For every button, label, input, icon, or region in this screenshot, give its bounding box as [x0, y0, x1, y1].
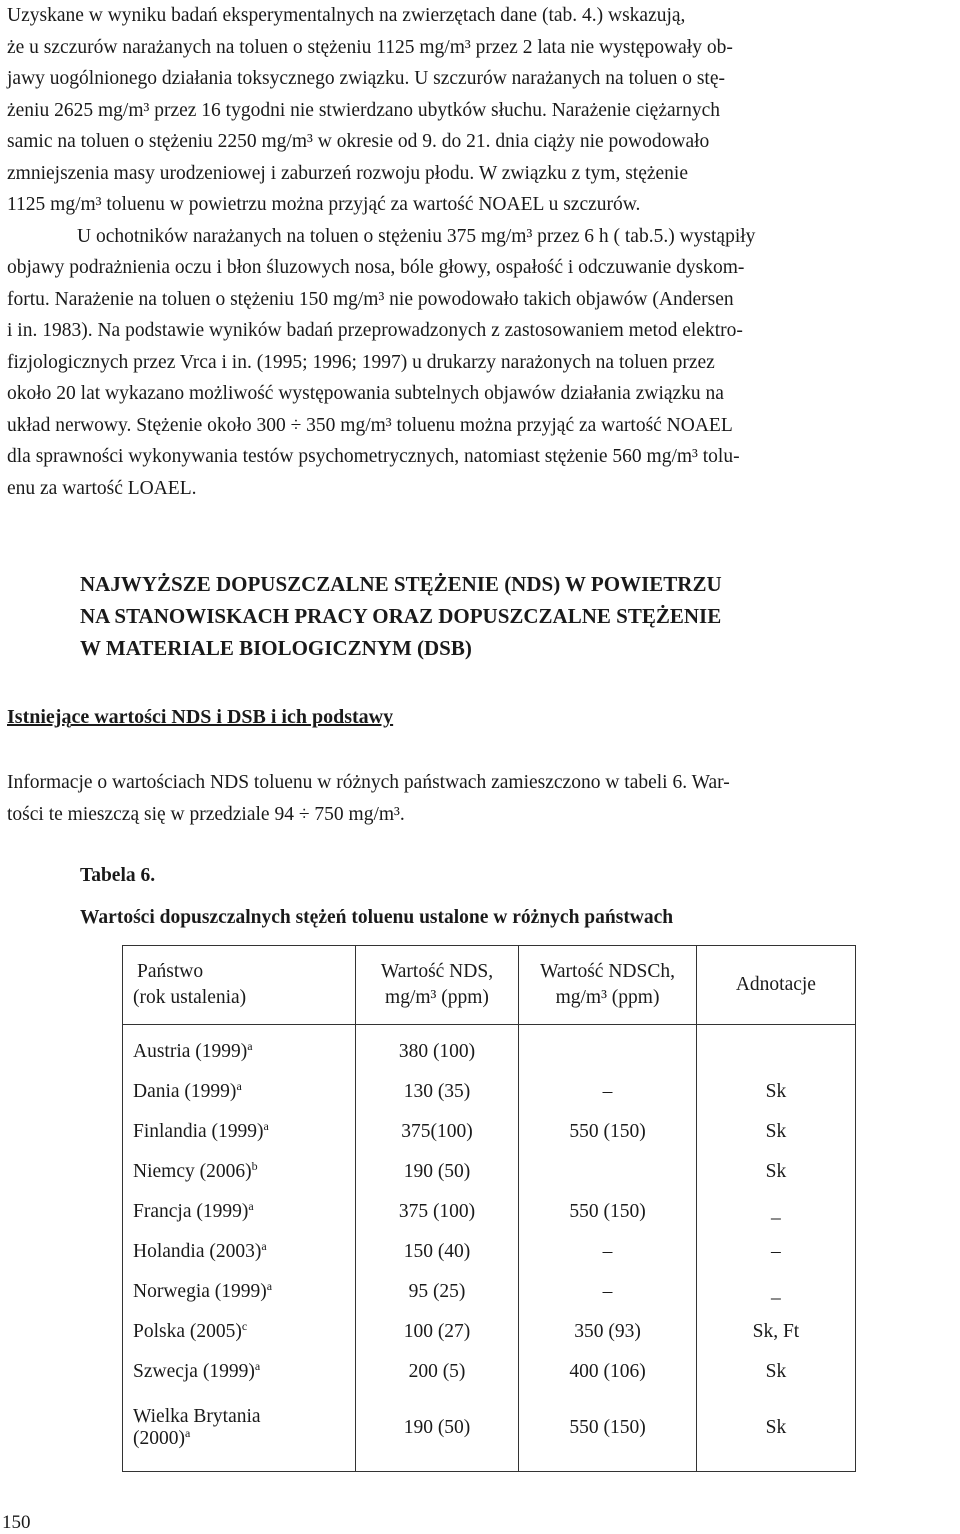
- cell-nds: 375 (100): [355, 1192, 519, 1232]
- page-number: 150: [2, 1512, 31, 1533]
- text-line: około 20 lat wykazano możliwość występowania subtelnych objawów działania związku na: [7, 383, 724, 404]
- header-text: mg/m³ (ppm): [555, 987, 660, 1008]
- cell-country: [123, 1232, 356, 1272]
- cell-ndsch: [519, 1152, 697, 1192]
- header-notes: Adnotacje: [696, 946, 855, 1025]
- cell-ndsch: 550 (150): [519, 1112, 697, 1152]
- cell-country: [123, 1312, 356, 1352]
- footnote-mark: a: [263, 1119, 269, 1133]
- cell-ndsch: –: [519, 1072, 697, 1112]
- table-row: [123, 1112, 856, 1152]
- footnote-mark: a: [266, 1279, 273, 1293]
- text-line: U ochotników narażanych na toluen o stężeniu 375 mg/m³ przez 6 h ( tab.5.) wystąpiły: [77, 225, 756, 247]
- cell-notes: _: [696, 1192, 855, 1232]
- footnote-mark: a: [236, 1079, 242, 1093]
- cell-ndsch: –: [519, 1232, 697, 1272]
- header-text: mg/m³ (ppm): [385, 987, 489, 1008]
- text-line: fortu. Narażenie na toluen o stężeniu 150 mg/m³ nie powodowało takich objawów (Andersen: [7, 288, 734, 310]
- country-name: Wielka Brytania: [133, 1406, 261, 1427]
- text-line: i in. 1983). Na podstawie wyników badań przeprowadzonych z zastosowaniem metod elektro-: [7, 320, 743, 341]
- country-name: Francja (1999): [133, 1201, 249, 1222]
- header-text: Wartość NDS,: [380, 961, 494, 982]
- header-country: [123, 946, 356, 1025]
- header-text: Państwo: [137, 961, 204, 982]
- footnote-mark: a: [185, 1426, 191, 1440]
- footnote-mark: b: [251, 1159, 258, 1173]
- country-name: Finlandia (1999): [133, 1121, 264, 1142]
- cell-nds: 130 (35): [355, 1072, 519, 1112]
- paragraph-nds-info: [7, 767, 955, 830]
- cell-notes: Sk: [696, 1072, 855, 1112]
- cell-nds: 190 (50): [355, 1152, 519, 1192]
- paragraph-toxicology: [7, 0, 955, 504]
- country-name: Niemcy (2006): [133, 1161, 252, 1182]
- table-header-row: [123, 946, 856, 1025]
- cell-country: [123, 1272, 356, 1312]
- cell-ndsch: 550 (150): [519, 1192, 697, 1232]
- table-row: [123, 1232, 856, 1272]
- cell-notes: Sk, Ft: [696, 1312, 855, 1352]
- text-line: samic na toluen o stężeniu 2250 mg/m³ w okresie od 9. do 21. dnia ciąży nie powodowało: [7, 131, 710, 152]
- cell-nds: 150 (40): [355, 1232, 519, 1272]
- cell-nds: 100 (27): [355, 1312, 519, 1352]
- text-line: enu za wartość LOAEL.: [7, 477, 197, 499]
- cell-ndsch: –: [519, 1272, 697, 1312]
- subsection-heading: Istniejące wartości NDS i DSB i ich podstawy: [7, 706, 394, 728]
- cell-notes: _: [696, 1272, 855, 1312]
- footnote-mark: a: [248, 1199, 254, 1213]
- heading-line: NAJWYŻSZE DOPUSZCZALNE STĘŻENIE (NDS) W POWIETRZU: [80, 572, 722, 596]
- cell-notes: Sk: [696, 1392, 855, 1472]
- cell-country: [123, 1112, 356, 1152]
- cell-country: [123, 1192, 356, 1232]
- cell-country: [123, 1072, 356, 1112]
- footnote-mark: a: [261, 1239, 267, 1253]
- text-line: objawy podrażnienia oczu i błon śluzowych nosa, bóle głowy, ospałość i odczuwanie dyskom-: [7, 257, 745, 278]
- table-row: [123, 1025, 856, 1073]
- text-line: fizjologicznych przez Vrca i in. (1995; 1996; 1997) u drukarzy narażonych na toluen przez: [7, 351, 715, 373]
- table-row: [123, 1312, 856, 1352]
- cell-notes: [696, 1025, 855, 1073]
- text-line: że u szczurów narażanych na toluen o stężeniu 1125 mg/m³ przez 2 lata nie występowały ob-: [7, 36, 733, 58]
- header-ndsch: [519, 946, 697, 1025]
- country-name: Dania (1999): [133, 1081, 237, 1102]
- heading-line: W MATERIALE BIOLOGICZNYM (DSB): [80, 636, 472, 660]
- table-row: [123, 1152, 856, 1192]
- nds-table: [122, 945, 856, 1472]
- country-name: Polska (2005): [133, 1321, 242, 1342]
- table-label: Tabela 6.: [80, 865, 156, 886]
- header-text: Wartość NDSCh,: [540, 961, 675, 982]
- country-name: Holandia (2003): [133, 1241, 262, 1262]
- text-line: Uzyskane w wyniku badań eksperymentalnych na zwierzętach dane (tab. 4.) wskazują,: [7, 5, 686, 26]
- cell-nds: 200 (5): [355, 1352, 519, 1392]
- section-heading: [80, 568, 940, 664]
- cell-ndsch: [519, 1025, 697, 1073]
- cell-ndsch: 550 (150): [519, 1392, 697, 1472]
- cell-nds: 375(100): [355, 1112, 519, 1152]
- country-year: [133, 1428, 354, 1450]
- cell-country: [123, 1352, 356, 1392]
- table-row: [123, 1072, 856, 1112]
- table-row: [123, 1352, 856, 1392]
- cell-notes: Sk: [696, 1152, 855, 1192]
- cell-country: [123, 1025, 356, 1073]
- text-line: Informacje o wartościach NDS toluenu w różnych państwach zamieszczono w tabeli 6. War-: [7, 772, 730, 793]
- country-name: Austria (1999): [133, 1041, 248, 1062]
- text-line: 1125 mg/m³ toluenu w powietrzu można przyjąć za wartość NOAEL u szczurów.: [7, 194, 641, 215]
- text-line: układ nerwowy. Stężenie około 300 ÷ 350 mg/m³ toluenu można przyjąć za wartość NOAEL: [7, 414, 733, 436]
- heading-line: NA STANOWISKACH PRACY ORAZ DOPUSZCZALNE STĘŻENIE: [80, 604, 722, 628]
- text-line: tości te mieszczą się w przedziale 94 ÷ 750 mg/m³.: [7, 803, 405, 825]
- cell-notes: –: [696, 1232, 855, 1272]
- footnote-mark: a: [247, 1039, 253, 1053]
- text-line: jawy uogólnionego działania toksycznego związku. U szczurów narażanych na toluen o stę-: [7, 68, 725, 89]
- header-nds: [355, 946, 519, 1025]
- table-row: [123, 1392, 856, 1472]
- cell-country: [123, 1152, 356, 1192]
- country-name: Szwecja (1999): [133, 1361, 255, 1382]
- footnote-mark: c: [241, 1319, 248, 1333]
- footnote-mark: a: [254, 1359, 261, 1373]
- cell-nds: 380 (100): [355, 1025, 519, 1073]
- text-line: żeniu 2625 mg/m³ przez 16 tygodni nie stwierdzano ubytków słuchu. Narażenie ciężarnych: [7, 99, 721, 121]
- cell-nds: 95 (25): [355, 1272, 519, 1312]
- cell-notes: Sk: [696, 1112, 855, 1152]
- table-row: [123, 1272, 856, 1312]
- table-row: [123, 1192, 856, 1232]
- country-name: Norwegia (1999): [133, 1281, 267, 1302]
- cell-country: [123, 1392, 356, 1472]
- cell-nds: 190 (50): [355, 1392, 519, 1472]
- header-text: (rok ustalenia): [133, 987, 247, 1008]
- cell-notes: Sk: [696, 1352, 855, 1392]
- cell-ndsch: 400 (106): [519, 1352, 697, 1392]
- text-line: dla sprawności wykonywania testów psychometrycznych, natomiast stężenie 560 mg/m³ tolu-: [7, 446, 740, 467]
- table-title: Wartości dopuszczalnych stężeń toluenu ustalone w różnych państwach: [80, 907, 674, 928]
- country-name: (2000): [133, 1428, 185, 1449]
- cell-ndsch: 350 (93): [519, 1312, 697, 1352]
- text-line: zmniejszenia masy urodzeniowej i zaburzeń rozwoju płodu. W związku z tym, stężenie: [7, 162, 688, 184]
